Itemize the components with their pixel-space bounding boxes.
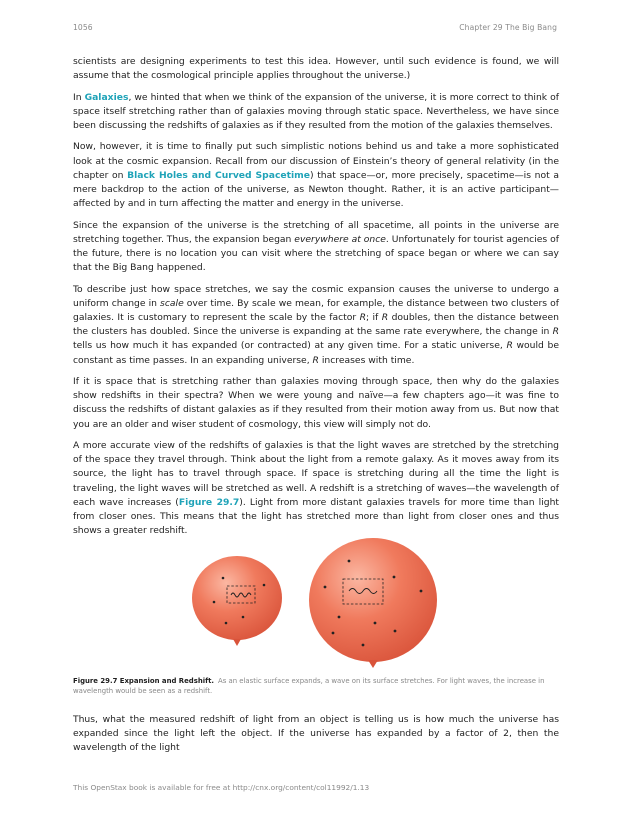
main-text xyxy=(73,55,559,546)
figure-caption-text: As an elastic surface expands, a wave on its surface stretches. For light waves, the increase in wavelength would be seen as a redshift. xyxy=(73,677,545,695)
figure-label: Figure 29.7 Expansion and Redshift. xyxy=(73,677,214,685)
paragraph: If it is space that is stretching rather than galaxies moving through space, then why do the galaxies show redshifts in their spectra? When we were young and naïve—a few chapters ago—it was fine to discuss the redshifts of distant galaxies as if they resulted from their motion away from us. But now that you are an older and wiser student of cosmology, this view will simply not do. xyxy=(73,376,559,430)
paragraph: To describe just how space stretches, we say the cosmic expansion causes the universe to undergo a uniform change in scale over time. By scale we mean, for example, the distance between two clusters of galaxies. It is customary to represent the scale by the factor R; if R doubles, then the distance between the clusters has doubled. Since the universe is expanding at the same rate everywhere, the change in R tells us how much it has expanded (or contracted) at any given time. For a static universe, R would be constant as time passes. In an expanding universe, R increases with time. xyxy=(73,283,560,366)
black-holes-chapter-link[interactable]: Black Holes and Curved Spacetime xyxy=(127,169,310,181)
galaxies-link[interactable]: Galaxies xyxy=(84,91,129,103)
paragraph: A more accurate view of the redshifts of galaxies is that the light waves are stretched by the stretching of the space they travel through. Think about the light from a remote galaxy. As it moves away from its source, the light has to travel through space. If space is stretching during all the time the light is traveling, the light waves will be stretched as well. A redshift is a stretching of waves—the wavelength of each wave increases (Figure 29.7). Light from more distant galaxies travels for more time than light from closer ones. This means that the light has stretched more than light from closer ones and thus shows a greater redshift. xyxy=(73,440,560,537)
paragraph: In Galaxies, we hinted that when we think of the expansion of the universe, it is more correct to think of space itself stretching rather than of galaxies moving through static space. Nevertheless, we have since been discussing the redshifts of galaxies as if they resulted from the motion of the galaxies themselves. xyxy=(73,91,559,131)
small-balloon xyxy=(192,556,282,646)
large-balloon xyxy=(309,538,437,668)
chapter-title: Chapter 29 The Big Bang xyxy=(459,23,557,32)
figure-caption xyxy=(73,677,559,696)
paragraph: scientists are designing experiments to test this idea. However, until such evidence is found, we will assume that the cosmological principle applies throughout the universe.) xyxy=(73,56,559,82)
page-number: 1056 xyxy=(73,23,93,32)
continuing-text xyxy=(73,713,559,763)
paragraph: Since the expansion of the universe is the stretching of all spacetime, all points in the universe are stretching together. Thus, the expansion began everywhere at once. Unfortunately for tourist agencies of the future, there is no location you can visit where the stretching of space began or where we can say that the Big Bang happened. xyxy=(73,219,559,274)
figure-29-7-link[interactable]: Figure 29.7 xyxy=(178,496,240,508)
expansion-figure xyxy=(73,535,559,671)
paragraph: Now, however, it is time to finally put such simplistic notions behind us and take a more sophisticated look at the cosmic expansion. Recall from our discussion of Einstein’s theory of general relativity (in the chapter on Black Holes and Curved Spacetime) that space—or, more precisely, spacetime—is not a mere backdrop to the action of the universe, as Newton thought. Rather, it is an active participant—affected by and in turn affecting the matter and energy in the universe. xyxy=(73,141,559,210)
page-footer: This OpenStax book is available for free at http://cnx.org/content/col11992/1.13 xyxy=(73,783,370,792)
balloons-illustration xyxy=(73,535,559,671)
paragraph: Thus, what the measured redshift of light from an object is telling us is how much the universe has expanded since the light left the object. If the universe has expanded by a factor of 2, then the wavelength of the light xyxy=(73,714,559,754)
